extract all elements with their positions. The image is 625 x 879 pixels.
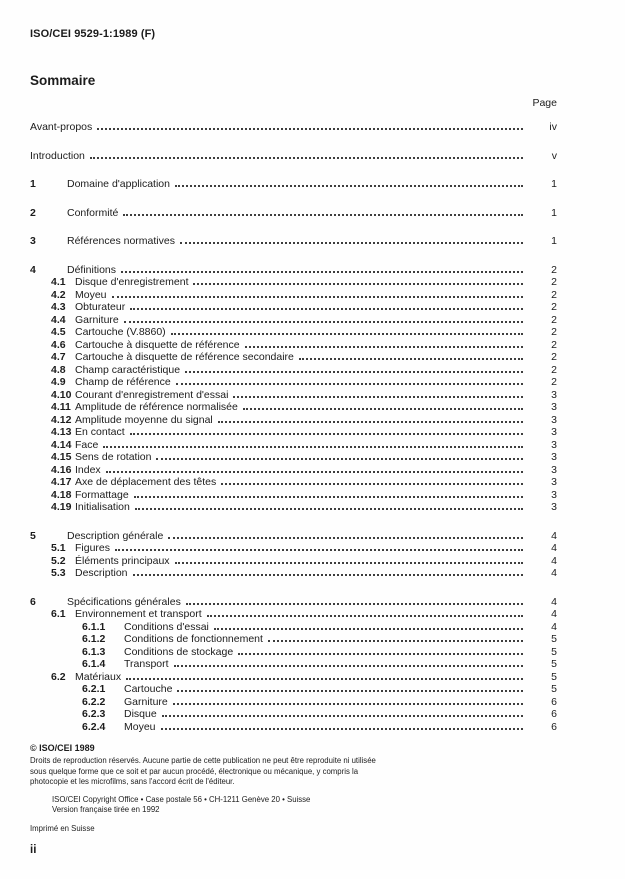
toc-entry — [30, 721, 557, 734]
toc-entry-title: Cartouche à disquette de référence secondaire — [75, 351, 294, 363]
toc-entry-title: Courant d'enregistrement d'essai — [75, 388, 229, 401]
dotted-leader — [126, 678, 523, 680]
dotted-leader — [97, 128, 523, 130]
toc-entry — [30, 567, 557, 580]
toc-entry-title: Environnement et transport — [75, 608, 202, 620]
toc-entry — [30, 671, 557, 684]
toc-entry-title: Amplitude moyenne du signal — [75, 413, 213, 426]
toc-entry-number: 6.2 — [51, 670, 66, 683]
toc-entry-title: Cartouche — [124, 683, 173, 695]
toc-entry-title: Initialisation — [75, 501, 130, 513]
toc-entry-page: 5 — [551, 645, 557, 658]
toc-entry-page: 2 — [551, 288, 557, 301]
toc-entry-number: 6.2.2 — [82, 695, 106, 708]
dotted-leader — [233, 396, 523, 398]
copyright-line: © ISO/CEI 1989 — [30, 743, 95, 753]
toc-entry-number: 6.2.4 — [82, 720, 106, 733]
toc-entry-title: Conditions d'essai — [124, 620, 209, 633]
dotted-leader — [175, 185, 523, 187]
toc-entry-page: 2 — [551, 351, 557, 363]
toc-entry — [30, 389, 557, 402]
toc-entry-page: 5 — [551, 670, 557, 683]
dotted-leader — [245, 346, 523, 348]
toc-entry — [30, 364, 557, 377]
toc-entry-page: 2 — [551, 363, 557, 376]
toc-section — [30, 121, 557, 134]
dotted-leader — [121, 271, 523, 273]
toc-entry — [30, 489, 557, 502]
page-column-label: Page — [532, 97, 557, 109]
toc-entry-number: 6.1 — [51, 608, 66, 620]
dotted-leader — [112, 296, 523, 298]
toc-entry-title: Cartouche (V.8860) — [75, 326, 166, 338]
toc-entry-number: 4 — [30, 263, 36, 276]
toc-entry-page: 3 — [551, 476, 557, 488]
toc-entry-page: iv — [549, 121, 557, 133]
dotted-leader — [180, 242, 523, 244]
toc-entry-title: Conformité — [67, 206, 119, 219]
toc-section — [30, 207, 557, 220]
toc-entry — [30, 289, 557, 302]
toc-entry-title: Champ de référence — [75, 376, 171, 388]
toc-entry-page: 3 — [551, 451, 557, 463]
toc-entry-number: 6.1.4 — [82, 658, 106, 670]
notice-line: photocopie et les microfilms, sans l'accord écrit de l'éditeur. — [30, 777, 235, 787]
toc-entry-title: Spécifications générales — [67, 595, 181, 608]
toc-entry-number: 4.7 — [51, 351, 66, 363]
toc-section — [30, 264, 557, 514]
toc-entry-number: 4.15 — [51, 451, 72, 463]
toc-entry-number: 5 — [30, 529, 36, 542]
dotted-leader — [268, 640, 523, 642]
toc-entry-title: Disque — [124, 708, 157, 720]
toc — [30, 121, 557, 733]
dotted-leader — [171, 333, 523, 335]
toc-entry-title: Face — [75, 438, 99, 451]
toc-entry-title: Champ caractéristique — [75, 363, 181, 376]
toc-entry — [30, 439, 557, 452]
toc-entry-page: 3 — [551, 426, 557, 438]
dotted-leader — [186, 603, 523, 605]
toc-entry-page: 2 — [551, 313, 557, 326]
toc-entry-title: Matériaux — [75, 670, 122, 683]
dotted-leader — [221, 483, 523, 485]
toc-entry-number: 4.6 — [51, 338, 66, 351]
toc-entry-number: 6.2.1 — [82, 683, 106, 695]
toc-entry-page: 1 — [551, 206, 557, 219]
toc-entry-title: Amplitude de référence normalisée — [75, 401, 238, 413]
dotted-leader — [175, 562, 523, 564]
dotted-leader — [115, 549, 523, 551]
toc-entry — [30, 633, 557, 646]
toc-entry — [30, 351, 557, 364]
toc-entry-page: 3 — [551, 401, 557, 413]
toc-entry-number: 4.3 — [51, 301, 66, 313]
toc-section — [30, 596, 557, 734]
copyright-office-block — [52, 795, 557, 816]
toc-entry-number: 4.8 — [51, 363, 66, 376]
toc-entry-number: 4.10 — [51, 388, 72, 401]
toc-section — [30, 235, 557, 248]
toc-entry — [30, 264, 557, 277]
toc-entry — [30, 658, 557, 671]
toc-entry — [30, 301, 557, 314]
toc-entry-number: 6.1.1 — [82, 620, 106, 633]
dotted-leader — [218, 421, 523, 423]
dotted-leader — [177, 690, 523, 692]
toc-entry-page: 2 — [551, 338, 557, 351]
dotted-leader — [299, 358, 523, 360]
page-title: Sommaire — [30, 73, 96, 88]
toc-entry — [30, 426, 557, 439]
toc-entry — [30, 401, 557, 414]
dotted-leader — [106, 471, 523, 473]
dotted-leader — [185, 371, 523, 373]
toc-entry-number: 2 — [30, 206, 36, 219]
toc-entry-page: 2 — [551, 276, 557, 288]
dotted-leader — [176, 383, 523, 385]
toc-entry — [30, 596, 557, 609]
toc-entry-number: 6.1.3 — [82, 645, 106, 658]
dotted-leader — [207, 615, 523, 617]
toc-entry-page: 6 — [551, 708, 557, 720]
toc-entry — [30, 326, 557, 339]
dotted-leader — [174, 665, 523, 667]
toc-entry — [30, 464, 557, 477]
page-number: ii — [30, 843, 37, 856]
dotted-leader — [243, 408, 523, 410]
dotted-leader — [135, 508, 523, 510]
notice-line: Droits de reproduction réservés. Aucune partie de cette publication ne peut être reproduite ni utilisée — [30, 756, 376, 766]
toc-section — [30, 178, 557, 191]
toc-entry-number: 4.1 — [51, 276, 66, 288]
toc-entry-page: 4 — [551, 620, 557, 633]
toc-entry-number: 1 — [30, 178, 36, 190]
toc-entry — [30, 646, 557, 659]
toc-entry-title: Définitions — [67, 263, 117, 276]
toc-entry-title: Éléments principaux — [75, 554, 170, 567]
toc-entry-title: Conditions de stockage — [124, 645, 234, 658]
toc-entry-title: Axe de déplacement des têtes — [75, 476, 217, 488]
toc-entry-number: 4.16 — [51, 463, 72, 476]
toc-entry-title: Disque d'enregistrement — [75, 276, 189, 288]
dotted-leader — [162, 715, 523, 717]
dotted-leader — [130, 433, 523, 435]
toc-entry-number: 6.2.3 — [82, 708, 106, 720]
toc-entry-number: 5.3 — [51, 567, 66, 579]
dotted-leader — [173, 703, 523, 705]
toc-entry-number: 4.18 — [51, 488, 72, 501]
toc-section — [30, 150, 557, 163]
toc-entry-page: 2 — [551, 326, 557, 338]
toc-entry-number: 6 — [30, 595, 36, 608]
toc-entry — [30, 696, 557, 709]
toc-entry — [30, 235, 557, 248]
toc-entry — [30, 121, 557, 134]
toc-entry — [30, 178, 557, 191]
toc-entry-title: Avant-propos — [30, 121, 93, 133]
toc-entry-number: 4.2 — [51, 288, 66, 301]
toc-entry-number: 4.5 — [51, 326, 66, 338]
toc-entry-title: Moyeu — [124, 720, 156, 733]
toc-entry — [30, 501, 557, 514]
toc-entry-page: 1 — [551, 178, 557, 190]
reproduction-notice — [30, 756, 420, 787]
toc-entry-page: 5 — [551, 683, 557, 695]
copyright-footer — [30, 743, 557, 855]
printed-in: Imprimé en Suisse — [30, 824, 95, 834]
dotted-leader — [168, 537, 523, 539]
toc-entry-title: Figures — [75, 542, 111, 554]
office-line: Version française tirée en 1992 — [52, 805, 160, 815]
toc-entry-page: v — [551, 149, 557, 162]
toc-entry-page: 1 — [551, 235, 557, 247]
dotted-leader — [130, 308, 523, 310]
toc-entry-page: 3 — [551, 413, 557, 426]
toc-entry — [30, 476, 557, 489]
toc-entry-page: 3 — [551, 488, 557, 501]
toc-entry — [30, 708, 557, 721]
dotted-leader — [214, 628, 523, 630]
dotted-leader — [103, 446, 523, 448]
toc-entry-number: 4.12 — [51, 413, 72, 426]
toc-entry-title: Description générale — [67, 529, 164, 542]
toc-entry — [30, 451, 557, 464]
toc-entry — [30, 530, 557, 543]
notice-line: sous quelque forme que ce soit et par aucun procédé, électronique ou mécanique, y compris la — [30, 766, 359, 776]
dotted-leader — [193, 283, 523, 285]
toc-entry-page: 6 — [551, 720, 557, 733]
toc-entry-title: Conditions de fonctionnement — [124, 633, 263, 645]
dotted-leader — [238, 653, 523, 655]
toc-entry-page: 3 — [551, 388, 557, 401]
toc-entry — [30, 276, 557, 289]
toc-entry — [30, 339, 557, 352]
toc-entry-page: 2 — [551, 301, 557, 313]
toc-entry-number: 6.1.2 — [82, 633, 106, 645]
toc-entry-title: Obturateur — [75, 301, 126, 313]
toc-entry-page: 4 — [551, 554, 557, 567]
toc-entry-page: 3 — [551, 501, 557, 513]
toc-entry-number: 4.9 — [51, 376, 66, 388]
toc-entry-number: 4.19 — [51, 501, 72, 513]
toc-entry-page: 5 — [551, 658, 557, 670]
toc-entry-page: 4 — [551, 595, 557, 608]
toc-entry-title: Moyeu — [75, 288, 107, 301]
toc-entry-page: 4 — [551, 542, 557, 554]
toc-entry-title: Cartouche à disquette de référence — [75, 338, 240, 351]
toc-entry — [30, 414, 557, 427]
toc-section — [30, 530, 557, 580]
toc-entry-page: 5 — [551, 633, 557, 645]
toc-entry — [30, 683, 557, 696]
toc-entry-title: Garniture — [75, 313, 119, 326]
toc-entry-number: 4.17 — [51, 476, 72, 488]
toc-entry — [30, 150, 557, 163]
toc-entry-number: 4.4 — [51, 313, 66, 326]
dotted-leader — [123, 214, 523, 216]
toc-entry — [30, 621, 557, 634]
toc-entry-number: 5.2 — [51, 554, 66, 567]
toc-entry-page: 3 — [551, 463, 557, 476]
dotted-leader — [161, 728, 523, 730]
toc-entry-title: En contact — [75, 426, 125, 438]
dotted-leader — [134, 496, 523, 498]
toc-entry-page: 2 — [551, 376, 557, 388]
toc-entry-title: Garniture — [124, 695, 168, 708]
toc-entry — [30, 314, 557, 327]
toc-entry-title: Description — [75, 567, 128, 579]
toc-entry — [30, 207, 557, 220]
toc-entry-title: Transport — [124, 658, 169, 670]
dotted-leader — [133, 574, 523, 576]
toc-entry-number: 4.14 — [51, 438, 72, 451]
toc-entry-number: 4.13 — [51, 426, 72, 438]
toc-entry-title: Domaine d'application — [67, 178, 170, 190]
document-reference: ISO/CEI 9529-1:1989 (F) — [30, 28, 156, 40]
toc-entry-title: Références normatives — [67, 235, 175, 247]
toc-entry — [30, 376, 557, 389]
toc-entry-title: Index — [75, 463, 101, 476]
toc-entry-number: 3 — [30, 235, 36, 247]
toc-entry — [30, 555, 557, 568]
toc-entry-title: Sens de rotation — [75, 451, 152, 463]
toc-entry-page: 4 — [551, 567, 557, 579]
office-line: ISO/CEI Copyright Office • Case postale 56 • CH-1211 Genève 20 • Suisse — [52, 794, 311, 804]
toc-entry-page: 3 — [551, 438, 557, 451]
toc-entry-page: 4 — [551, 608, 557, 620]
toc-entry-page: 6 — [551, 695, 557, 708]
dotted-leader — [90, 157, 523, 159]
toc-entry-title: Formattage — [75, 488, 129, 501]
dotted-leader — [156, 458, 523, 460]
toc-entry-number: 5.1 — [51, 542, 66, 554]
toc-entry — [30, 542, 557, 555]
page-content — [30, 0, 557, 855]
toc-entry — [30, 608, 557, 621]
toc-entry-number: 4.11 — [51, 401, 71, 413]
toc-entry-page: 2 — [551, 263, 557, 276]
dotted-leader — [124, 321, 523, 323]
toc-entry-page: 4 — [551, 529, 557, 542]
toc-entry-title: Introduction — [30, 149, 85, 162]
